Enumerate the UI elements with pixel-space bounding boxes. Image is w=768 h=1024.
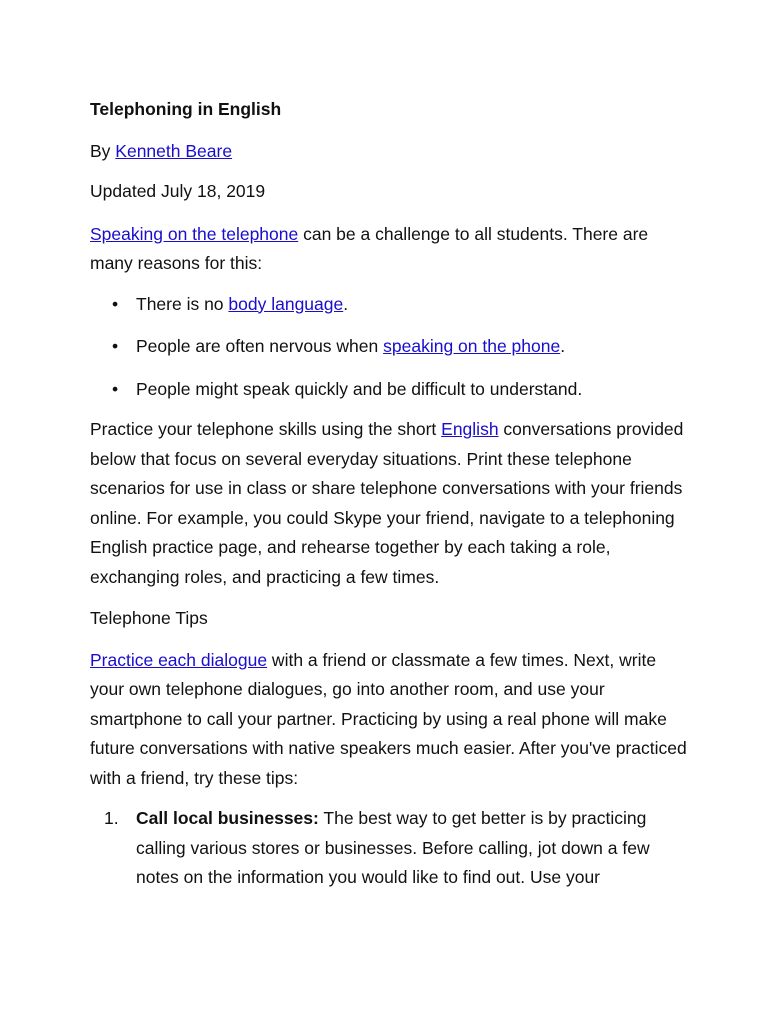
tips-list bbox=[90, 804, 690, 893]
list-item bbox=[90, 332, 690, 362]
intro-paragraph bbox=[90, 220, 690, 279]
reasons-list bbox=[90, 290, 690, 405]
article-body bbox=[90, 95, 690, 893]
author-link[interactable]: Kenneth Beare bbox=[115, 140, 233, 161]
tips-intro-text: with a friend or classmate a few times. Next, write your own telephone dialogues, go into another room, and use your smartphone to call your partner. Practicing by using a real phone will make future conversations with native speakers much easier. After you've practiced with a friend, try these tips: bbox=[90, 649, 687, 788]
practice-text-after: conversations provided below that focus on several everyday situations. Print these telephone scenarios for use in class or share telephone conversations with your friends online. For example, you could Skype your friend, navigate to a telephoning English practice page, and rehearse together by each taking a role, exchanging roles, and practicing a few times. bbox=[90, 419, 684, 587]
reason-suffix: . bbox=[343, 293, 349, 314]
section-heading: Telephone Tips bbox=[90, 608, 208, 628]
reason-text: There is no bbox=[136, 293, 229, 314]
list-item bbox=[90, 804, 690, 893]
body-language-link[interactable]: body language bbox=[228, 293, 344, 314]
english-link[interactable]: English bbox=[441, 419, 499, 439]
bullet-icon: • bbox=[112, 336, 119, 356]
page-title: Telephoning in English bbox=[90, 99, 282, 119]
practice-text-before: Practice your telephone skills using the short bbox=[90, 419, 442, 439]
reason-text: People are often nervous when bbox=[136, 336, 384, 356]
updated-date: Updated July 18, 2019 bbox=[90, 181, 266, 201]
tip-number: 1. bbox=[104, 808, 119, 828]
byline-prefix: By bbox=[90, 140, 116, 161]
speaking-on-phone-link[interactable]: speaking on the phone bbox=[383, 336, 561, 356]
bullet-icon: • bbox=[112, 378, 119, 399]
list-item bbox=[90, 375, 690, 405]
reason-suffix: . bbox=[560, 336, 566, 356]
speaking-on-telephone-link[interactable]: Speaking on the telephone bbox=[90, 223, 299, 244]
tips-intro-paragraph bbox=[90, 646, 690, 794]
practice-each-dialogue-link[interactable]: Practice each dialogue bbox=[90, 649, 268, 670]
byline bbox=[90, 137, 690, 167]
reason-text: People might speak quickly and be difficult to understand. bbox=[136, 378, 583, 399]
practice-paragraph bbox=[90, 415, 690, 592]
bullet-icon: • bbox=[112, 293, 119, 314]
intro-text: can be a challenge to all students. There are many reasons for this: bbox=[90, 223, 649, 273]
list-item bbox=[90, 290, 690, 320]
tip-lead: Call local businesses: bbox=[136, 808, 319, 828]
tip-text: The best way to get better is by practicing calling various stores or businesses. Before calling, jot down a few notes on the information you would like to find out. Use your bbox=[136, 808, 650, 887]
